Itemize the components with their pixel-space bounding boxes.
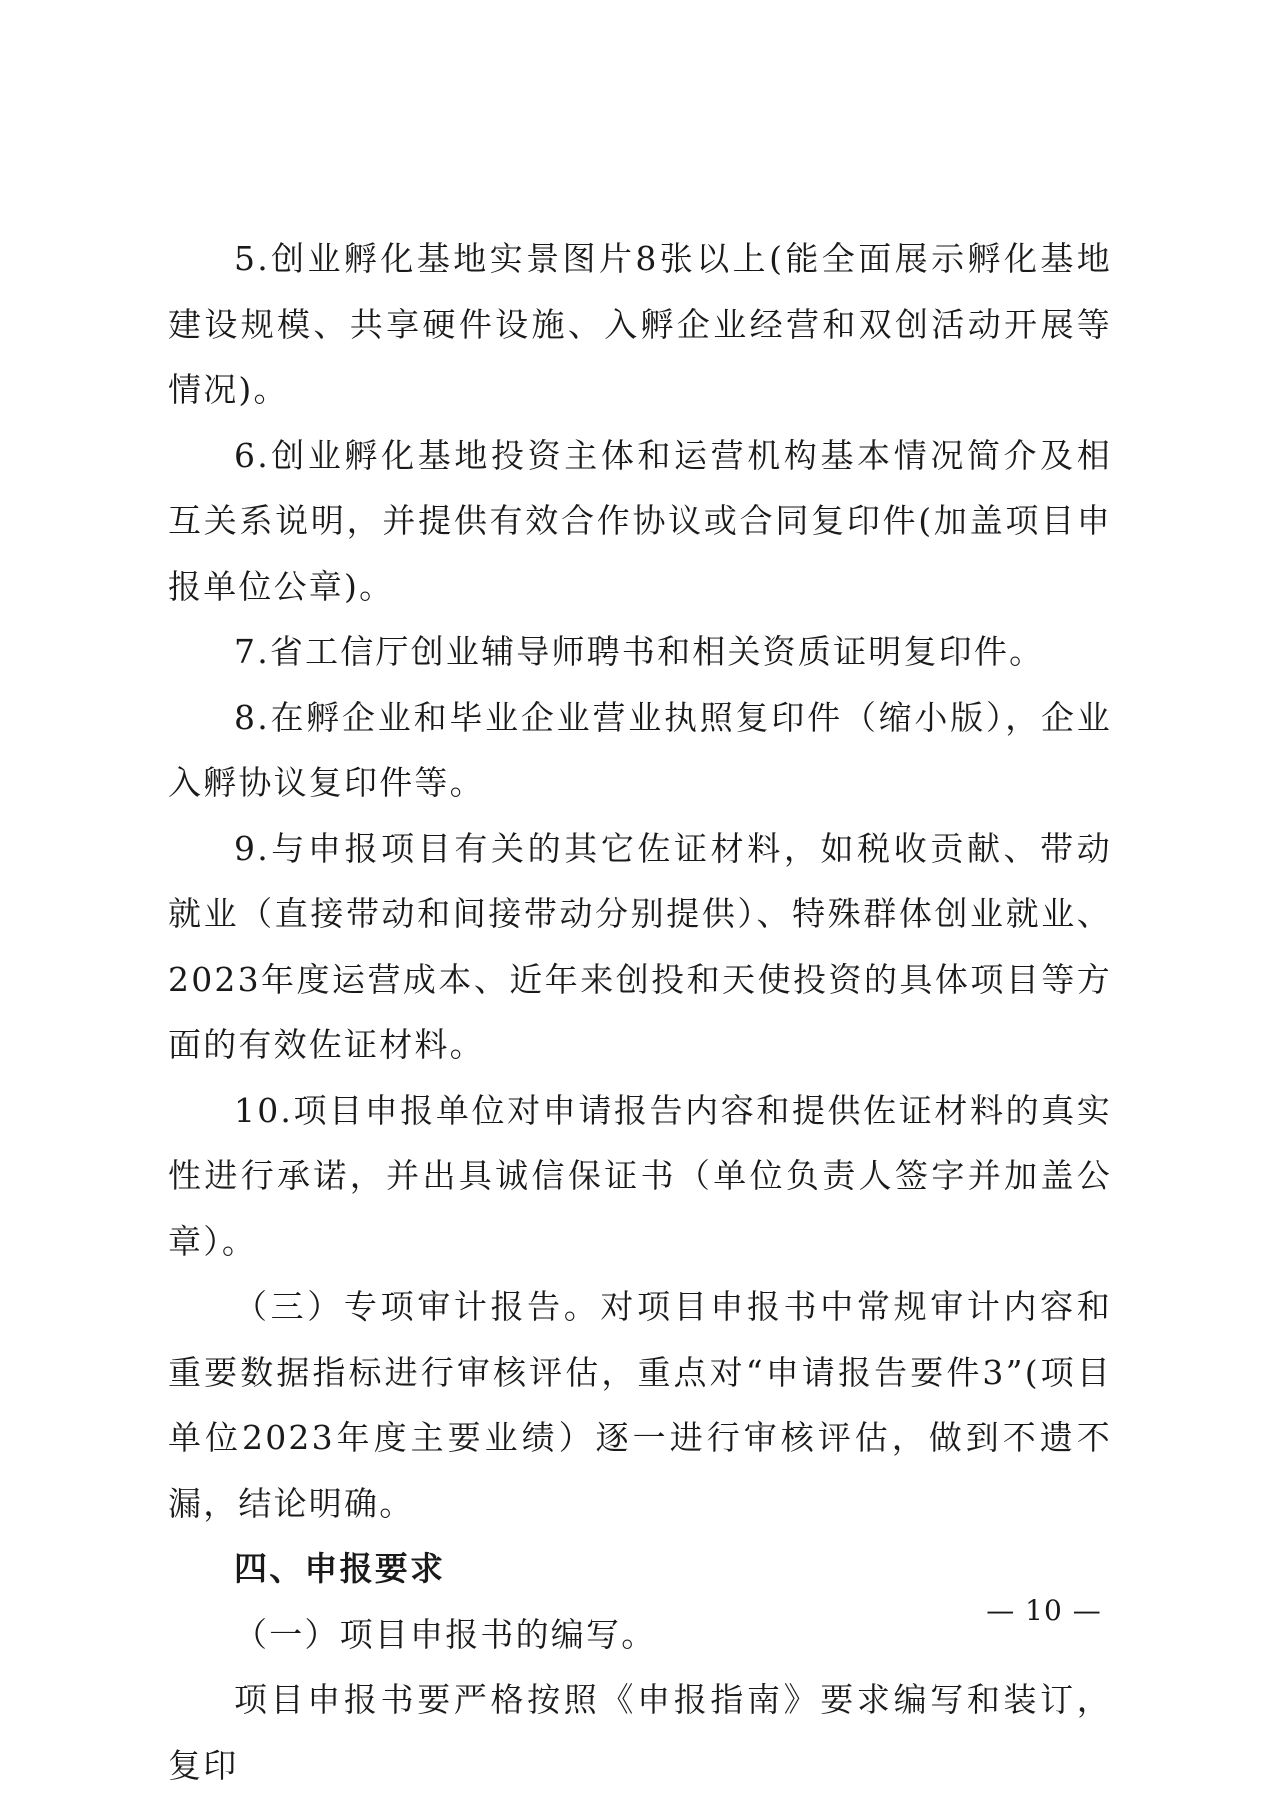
audit-report-paragraph: （三）专项审计报告。对项目申报书中常规审计内容和重要数据指标进行审核评估，重点对“申请报告要件3”(项目单位2023年度主要业绩）逐一进行审核评估，做到不遗不漏，结论明确。: [168, 1287, 1112, 1523]
item-7-paragraph: 7.省工信厅创业辅导师聘书和相关资质证明复印件。: [234, 632, 1045, 671]
item-9-paragraph: 9.与申报项目有关的其它佐证材料，如税收贡献、带动就业（直接带动和间接带动分别提供）、特殊群体创业就业、2023年度运营成本、近年来创投和天使投资的具体项目等方面的有效佐证材料。: [168, 828, 1112, 1064]
document-body: [168, 226, 1112, 1798]
page-number: — 10 —: [986, 1594, 1102, 1627]
item-5-paragraph: 5.创业孵化基地实景图片8张以上(能全面展示孵化基地建设规模、共享硬件设施、入孵企业经营和双创活动开展等情况)。: [168, 239, 1112, 409]
item-8-paragraph: 8.在孵企业和毕业企业营业执照复印件（缩小版），企业入孵协议复印件等。: [168, 697, 1112, 802]
sub-heading: （一）项目申报书的编写。: [234, 1614, 657, 1654]
item-6-paragraph: 6.创业孵化基地投资主体和运营机构基本情况简介及相互关系说明，并提供有效合作协议或合同复印件(加盖项目申报单位公章)。: [168, 435, 1112, 606]
item-10-paragraph: 10.项目申报单位对申请报告内容和提供佐证材料的真实性进行承诺，并出具诚信保证书（单位负责人签字并加盖公章）。: [168, 1090, 1112, 1261]
last-paragraph: 项目申报书要严格按照《申报指南》要求编写和装订，复印: [168, 1680, 1112, 1785]
section-heading: 四、申报要求: [234, 1549, 446, 1588]
